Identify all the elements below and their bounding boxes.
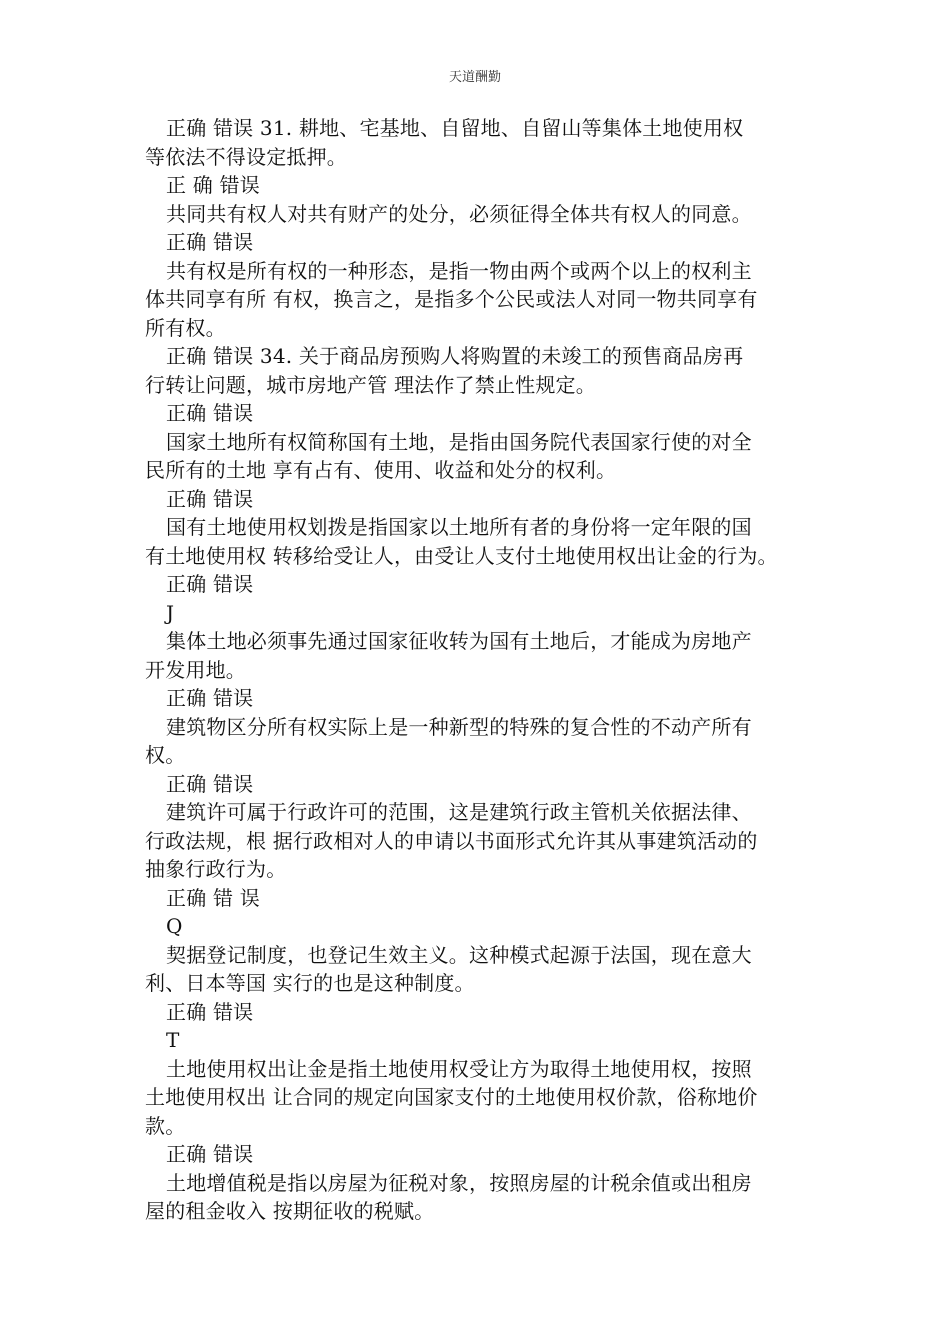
text-line: Q	[166, 914, 183, 938]
text-line: 有土地使用权 转移给受让人，由受让人支付土地使用权出让金的行为。	[145, 543, 778, 568]
text-line: 契据登记制度，也登记生效主义。这种模式起源于法国，现在意大	[166, 942, 752, 967]
text-line: 行转让问题，城市房地产管 理法作了禁止性规定。	[145, 372, 596, 397]
text-line: 正确 错误	[166, 999, 254, 1024]
text-line: 正确 错误	[166, 486, 254, 511]
text-line: 民所有的土地 享有占有、使用、收益和处分的权利。	[145, 458, 617, 482]
text-line: 体共同享有所 有权，换言之，是指多个公民或法人对同一物共同享有	[145, 287, 758, 311]
text-line: 集体土地必须事先通过国家征收转为国有土地后，才能成为房地产	[166, 629, 752, 653]
text-line: J	[166, 600, 175, 625]
text-line: 款。	[145, 1113, 186, 1138]
text-line: 国有土地使用权划拨是指国家以土地所有者的身份将一定年限的国	[166, 515, 752, 539]
text-line: 正确 错误 34. 关于商品房预购人将购置的未竣工的预售商品房再	[166, 344, 744, 368]
text-line: T	[166, 1028, 180, 1052]
text-line: 利、日本等国 实行的也是这种制度。	[145, 971, 475, 995]
text-line: 等依法不得设定抵押。	[145, 144, 347, 169]
text-line: 正确 错误 31. 耕地、宅基地、自留地、自留山等集体土地使用权	[166, 116, 744, 140]
text-line: 正确 错误	[166, 230, 254, 254]
text-line: 所有权。	[145, 315, 226, 340]
text-line: 正确 错误	[166, 401, 254, 425]
text-line: 国家土地所有权简称国有土地，是指由国务院代表国家行使的对全	[166, 429, 752, 454]
text-line: 土地使用权出让金是指土地使用权受让方为取得土地使用权，按照	[166, 1056, 752, 1081]
text-line: 正确 错误	[166, 686, 254, 710]
text-line: 开发用地。	[145, 657, 246, 682]
text-line: 抽象行政行为。	[145, 857, 287, 881]
text-line: 正确 错 误	[166, 885, 260, 910]
text-line: 正确 错误	[166, 572, 254, 596]
text-line: 屋的租金收入 按期征收的税赋。	[145, 1199, 435, 1223]
text-line: 权。	[145, 743, 186, 767]
text-line: 建筑物区分所有权实际上是一种新型的特殊的复合性的不动产所有	[166, 714, 752, 739]
text-line: 行政法规，根 据行政相对人的申请以书面形式允许其从事建筑活动的	[145, 828, 758, 853]
text-line: 正确 错误	[166, 771, 254, 796]
text-line: 建筑许可属于行政许可的范围，这是建筑行政主管机关依据法律、	[166, 800, 752, 824]
text-line: 正 确 错误	[166, 173, 260, 197]
text-line: 正确 错误	[166, 1142, 254, 1166]
text-line: 土地使用权出 让合同的规定向国家支付的土地使用权价款，俗称地价	[145, 1085, 758, 1109]
text-line: 共同共有权人对共有财产的处分，必须征得全体共有权人的同意。	[166, 201, 752, 226]
text-line: 土地增值税是指以房屋为征税对象，按照房屋的计税余值或出租房	[166, 1170, 752, 1195]
text-line: 共有权是所有权的一种形态，是指一物由两个或两个以上的权利主	[166, 258, 752, 283]
page-header: 天道酬勤	[448, 70, 501, 85]
document-body	[145, 114, 817, 1226]
